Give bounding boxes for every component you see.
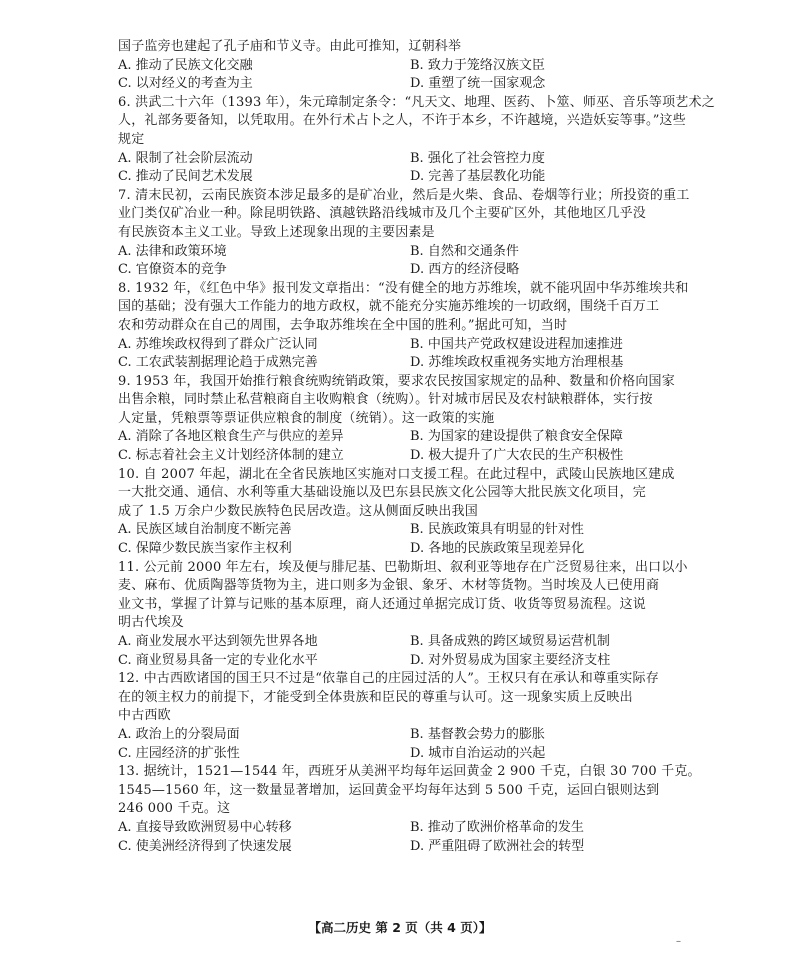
answer-option: D. 城市自治运动的兴起 — [410, 745, 546, 761]
question-text-line: 农和劳动群众在自己的周围，去争取苏维埃在全中国的胜利。”据此可知，当时 — [118, 317, 568, 333]
question-text-line: 7. 清末民初，云南民族资本涉足最多的是矿冶业，然后是火柴、食品、卷烟等行业；所投资的重工 — [118, 187, 690, 203]
question-block — [118, 187, 690, 280]
answer-option: A. 推动了民族文化交融 — [118, 57, 253, 73]
question-text-line: 国子监旁也建起了孔子庙和节义寺。由此可推知，辽朝科举 — [118, 39, 462, 54]
question-block — [118, 373, 678, 466]
answer-option: B. 推动了欧洲价格革命的发生 — [410, 819, 584, 835]
answer-option: B. 自然和交通条件 — [410, 243, 519, 259]
answer-option: A. 政治上的分裂局面 — [118, 726, 240, 742]
option-row — [118, 428, 678, 447]
answer-option: C. 工农武装割据理论趋于成熟完善 — [118, 355, 318, 371]
question-block — [118, 280, 689, 373]
answer-option: B. 基督教会势力的膨胀 — [410, 726, 545, 742]
option-row — [118, 745, 678, 764]
question-block — [118, 670, 678, 763]
answer-option: C. 推动了民间艺术发展 — [118, 169, 253, 185]
answer-option: C. 以对经义的考查为主 — [118, 76, 253, 92]
question-text-line: 国的基础；没有强大工作能力的地方政权，就不能充分实施苏维埃的一切政纲，围绕千百万工 — [118, 299, 660, 315]
answer-option: D. 严重阻碍了欧洲社会的转型 — [410, 838, 585, 854]
option-row — [118, 150, 678, 169]
answer-option: A. 苏维埃政权得到了群众广泛认同 — [118, 336, 318, 352]
answer-option: C. 保障少数民族当家作主权利 — [118, 541, 292, 557]
answer-option: D. 西方的经济侵略 — [410, 262, 520, 278]
answer-option: A. 限制了社会阶层流动 — [118, 150, 253, 166]
question-text-line: 业文书，掌握了计算与记账的基本原理，商人还通过单据完成订货、收货等贸易流程。这说 — [118, 596, 647, 612]
answer-option: A. 商业发展水平达到领先世界各地 — [118, 634, 318, 649]
option-row — [118, 75, 678, 94]
option-row — [118, 243, 678, 262]
answer-option: D. 对外贸易成为国家主要经济支柱 — [410, 652, 611, 668]
answer-option: B. 强化了社会管控力度 — [410, 150, 545, 166]
option-row — [118, 354, 678, 373]
answer-option: A. 法律和政策环境 — [118, 243, 227, 259]
question-text-line: 成了 1.5 万余户少数民族特色民居改造。这从侧面反映出我国 — [118, 503, 478, 519]
answer-option: C. 庄园经济的扩张性 — [118, 745, 240, 761]
question-text-line: 一大批交通、通信、水利等重大基础设施以及巴东县民族文化公园等大批民族文化项目，完 — [118, 485, 647, 501]
option-row — [118, 447, 678, 466]
question-block — [118, 559, 688, 671]
answer-option: A. 直接导致欧洲贸易中心转移 — [118, 819, 292, 835]
answer-option: D. 重塑了统一国家观念 — [410, 76, 546, 92]
answer-option: C. 官僚资本的竞争 — [118, 262, 227, 278]
question-text-line: 6. 洪武二十六年（1393 年），朱元璋制定条令：“凡天文、地理、医药、卜筮、师巫、音乐等项艺术之 — [118, 94, 715, 110]
answer-option: C. 商业贸易具备一定的专业化水平 — [118, 652, 318, 668]
answer-option: D. 苏维埃政权重视务实地方治理根基 — [410, 355, 624, 371]
question-text-line: 有民族资本主义工业。导致上述现象出现的主要因素是 — [118, 224, 435, 240]
question-text-line: 12. 中古西欧诸国的国王只不过是“依靠自己的庄园过活的人”。王权只有在承认和尊重实际存 — [118, 671, 659, 687]
option-row — [118, 540, 678, 559]
question-text-line: 在的领主权力的前提下，才能受到全体贵族和臣民的尊重与认可。这一现象实质上反映出 — [118, 689, 633, 705]
answer-option: A. 消除了各地区粮食生产与供应的差异 — [118, 429, 344, 445]
question-block — [118, 466, 678, 559]
answer-option: D. 极大提升了广大农民的生产积极性 — [410, 448, 624, 464]
question-block — [118, 38, 678, 94]
option-row — [118, 838, 678, 857]
option-row — [118, 521, 678, 540]
answer-option: B. 致力于笼络汉族文臣 — [410, 57, 545, 73]
question-block — [118, 94, 715, 187]
option-row — [118, 57, 678, 76]
question-text-line: 出售余粮，同时禁止私营粮商自主收购粮食（统购）。针对城市居民及农村缺粮群体，实行按 — [118, 392, 653, 408]
answer-option: B. 中国共产党政权建设进程加速推进 — [410, 336, 623, 352]
question-text-line: 业门类仅矿冶业一种。除昆明铁路、滇越铁路沿线城市及几个主要矿区外，其他地区几乎没 — [118, 206, 647, 222]
question-text-line: 8. 1932 年，《红色中华》报刊发文章指出：“没有健全的地方苏维埃，就不能巩固中华苏维埃共和 — [118, 280, 689, 296]
question-text-line: 1545—1560 年，这一数量显著增加，运回黄金平均每年达到 5 500 千克，运回白银则达到 — [118, 782, 660, 798]
question-list — [118, 38, 715, 856]
answer-option: D. 完善了基层教化功能 — [410, 169, 546, 185]
answer-option: B. 为国家的建设提供了粮食安全保障 — [410, 429, 623, 445]
question-text-line: 9. 1953 年，我国开始推行粮食统购统销政策，要求农民按国家规定的品种、数量和价格向国家 — [118, 373, 675, 389]
corner-mark: – — [676, 936, 681, 947]
answer-option: B. 民族政策具有明显的针对性 — [410, 522, 584, 538]
question-text-line: 麦、麻布、优质陶器等货物为主，进口则多为金银、象牙、木材等货物。当时埃及人已使用商 — [118, 578, 660, 594]
question-text-line: 人定量，凭粮票等票证供应粮食的制度（统销）。这一政策的实施 — [118, 410, 495, 426]
answer-option: C. 使美洲经济得到了快速发展 — [118, 838, 292, 854]
question-block — [118, 763, 701, 856]
option-row — [118, 633, 678, 652]
question-text-line: 246 000 千克。这 — [118, 801, 231, 817]
question-text-line: 明古代埃及 — [118, 615, 185, 631]
question-text-line: 13. 据统计，1521—1544 年，西班牙从美洲平均每年运回黄金 2 900 千克，白银 30 700 千克。 — [118, 764, 701, 780]
option-row — [118, 726, 678, 745]
answer-option: B. 具备成熟的跨区域贸易运营机制 — [410, 634, 610, 649]
question-text-line: 10. 自 2007 年起，湖北在全省民族地区实施对口支援工程。在此过程中，武陵山民族地区建成 — [118, 466, 675, 482]
question-text-line: 人，礼部务要备知，以凭取用。在外行术占卜之人，不许于本乡，不许越境，兴造妖妄等事。”这些 — [118, 113, 686, 129]
option-row — [118, 336, 678, 355]
answer-option: A. 民族区域自治制度不断完善 — [118, 522, 292, 538]
option-row — [118, 168, 678, 187]
option-row — [118, 652, 678, 671]
answer-option: D. 各地的民族政策呈现差异化 — [410, 541, 585, 557]
option-row — [118, 261, 678, 280]
question-text-line: 规定 — [118, 131, 145, 147]
question-text-line: 中古西欧 — [118, 708, 171, 724]
question-text-line: 11. 公元前 2000 年左右，埃及便与腓尼基、巴勒斯坦、叙利亚等地存在广泛贸易往来，出口以小 — [118, 559, 688, 575]
option-row — [118, 819, 678, 838]
page-footer: 【高二历史 第 2 页（共 4 页）】 — [308, 920, 492, 935]
answer-option: C. 标志着社会主义计划经济体制的建立 — [118, 448, 344, 464]
